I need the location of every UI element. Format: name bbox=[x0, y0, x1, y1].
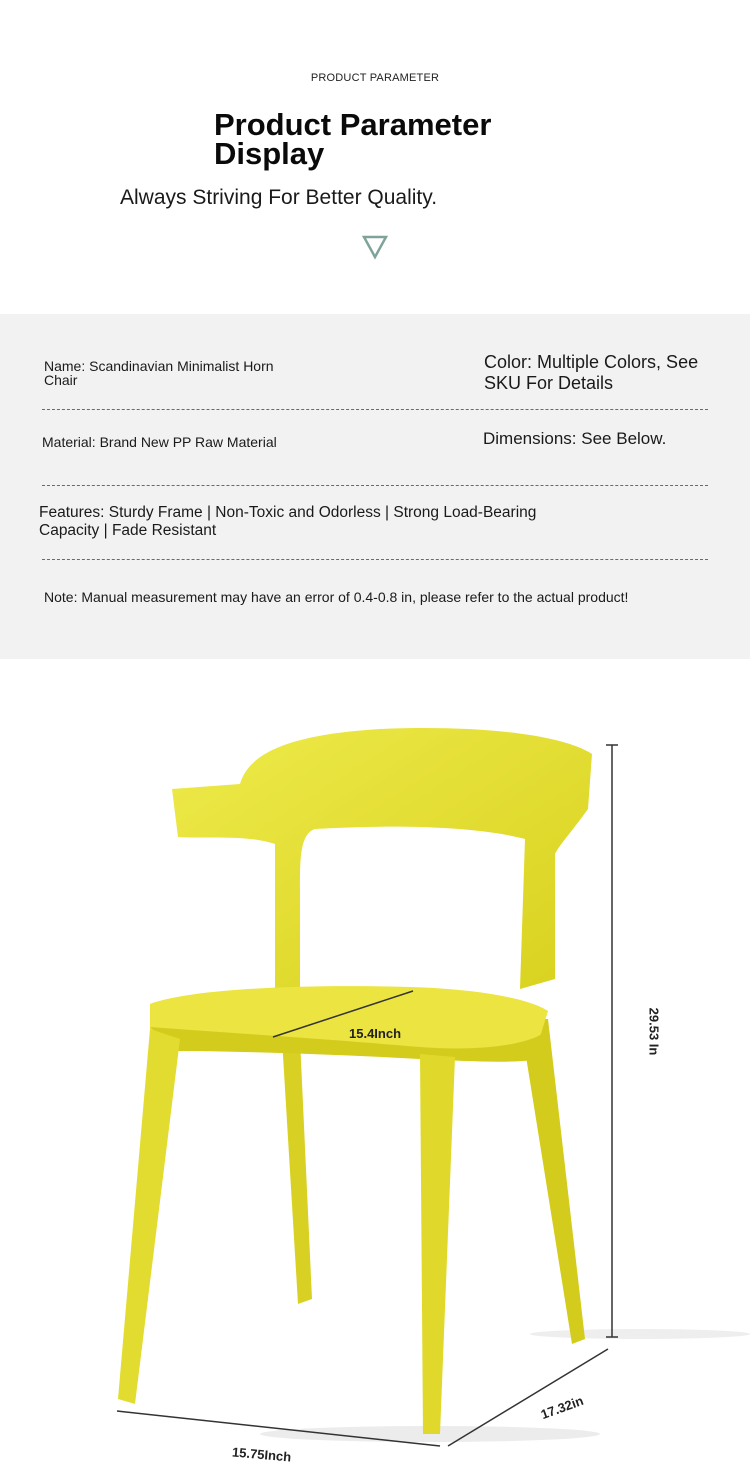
param-material: Material: Brand New PP Raw Material bbox=[42, 434, 277, 450]
header-section bbox=[0, 0, 750, 314]
seat-width-label: 15.4Inch bbox=[349, 1026, 402, 1041]
product-image-section bbox=[0, 659, 750, 1483]
eyebrow-label: PRODUCT PARAMETER bbox=[310, 72, 440, 84]
height-label: 29.53 In bbox=[646, 1007, 662, 1056]
param-dimensions: Dimensions: See Below. bbox=[483, 429, 667, 448]
depth-label: 17.32in bbox=[538, 1392, 586, 1423]
divider bbox=[42, 485, 708, 486]
param-features: Features: Sturdy Frame | Non-Toxic and Odorless | Strong Load-Bearing Capacity | Fade Resistant bbox=[39, 504, 537, 539]
chair-illustration bbox=[0, 659, 750, 1483]
param-color: Color: Multiple Colors, See SKU For Details bbox=[484, 352, 699, 393]
param-note: Note: Manual measurement may have an error of 0.4-0.8 in, please refer to the actual product! bbox=[44, 589, 629, 605]
width-label: 15.75Inch bbox=[231, 1444, 292, 1465]
triangle-down-icon bbox=[361, 234, 389, 260]
page-title: Product Parameter Display bbox=[214, 107, 492, 171]
param-name: Name: Scandinavian Minimalist Horn Chair bbox=[44, 358, 274, 388]
subtitle: Always Striving For Better Quality. bbox=[120, 186, 438, 209]
divider bbox=[42, 409, 708, 410]
parameter-panel bbox=[0, 314, 750, 659]
divider bbox=[42, 559, 708, 560]
